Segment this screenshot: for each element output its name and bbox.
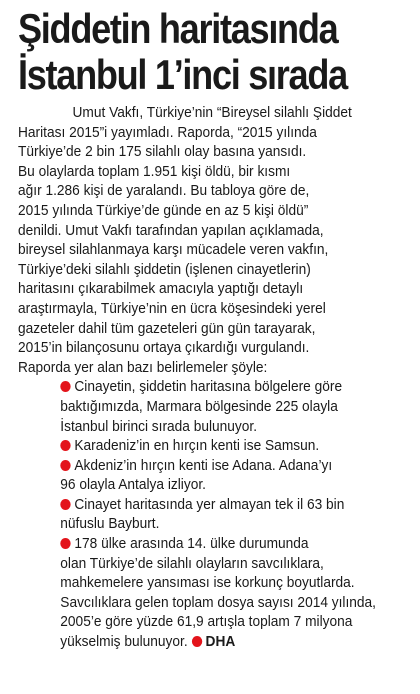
text-line: Haritası 2015”i yayımladı. Raporda, “2015 yılında — [18, 124, 317, 141]
red-bullet-icon — [60, 538, 70, 549]
text-line: Türkiye’de 2 bin 175 silahlı olay basına yansıdı. — [18, 144, 307, 161]
article-body — [18, 104, 409, 653]
bullet-item: Karadeniz’in en hırçın kenti ise Samsun. — [18, 437, 409, 457]
red-bullet-icon — [60, 440, 70, 451]
headline-line-2: İstanbul 1’inci sırada — [18, 51, 347, 98]
text-line: 2015’in bilançosunu ortaya çıkardığı vurgulandı. — [18, 340, 310, 357]
bullet-item: Akdeniz’in hırçın kenti ise Adana. Adana’yı 96 olayla Antalya izliyor. — [60, 457, 333, 494]
text-line: ağır 1.286 kişi de yaralandı. Bu tabloya göre de, — [18, 183, 310, 200]
text-line: Bu olaylarda toplam 1.951 kişi öldü, bir kısmı — [18, 163, 291, 180]
text-line: Umut Vakfı, Türkiye’nin “Bireysel silahlı Şiddet — [72, 105, 352, 121]
text-line: gazeteler dahil tüm gazeteleri gün gün tarayarak, — [18, 320, 316, 337]
text-line: denildi. Umut Vakfı tarafından yapılan açıklamada, — [18, 222, 324, 239]
news-source: DHA — [205, 634, 236, 651]
headline — [18, 6, 414, 98]
bullet-item: 178 ülke arasında 14. ülke durumunda olan Türkiye’de silahlı olayların savcılıklara, mahkemelere yansıması ise korkunç boyutlarda. Savcılıklara gelen toplam dosya sayısı 2014 yılında, 2005’e göre yüzde 61,9 artışla toplam 7 milyona yükselmiş bulunuyor. DHA — [60, 536, 376, 651]
bullet-item: Cinayet haritasında yer almayan tek il 63 bin nüfuslu Bayburt. — [60, 496, 345, 533]
text-line: 2015 yılında Türkiye’de günde en az 5 kişi öldü” — [18, 202, 309, 219]
red-bullet-icon — [60, 499, 70, 510]
red-bullet-icon — [60, 460, 70, 471]
text-line: Türkiye’deki silahlı şiddetin (işlenen cinayetlerin) — [18, 261, 311, 278]
text-line: bireysel silahlanmaya karşı mücadele veren vakfın, — [18, 242, 329, 259]
intro-paragraph — [18, 104, 409, 378]
text-line: araştırmayla, Türkiye’nin en ücra köşesindeki yerel — [18, 300, 326, 317]
text-line: Raporda yer alan bazı belirlemeler şöyle: — [18, 359, 268, 376]
news-article — [18, 6, 410, 653]
text-line: haritasını çıkarabilmek amacıyla yaptığı detaylı — [18, 281, 304, 298]
headline-line-1: Şiddetin haritasında — [18, 5, 338, 52]
red-bullet-icon — [191, 636, 201, 647]
red-bullet-icon — [60, 381, 70, 392]
bullet-item: Cinayetin, şiddetin haritasına bölgelere göre baktığımızda, Marmara bölgesinde 225 olayla İstanbul birinci sırada bulunuyor. — [60, 379, 343, 435]
